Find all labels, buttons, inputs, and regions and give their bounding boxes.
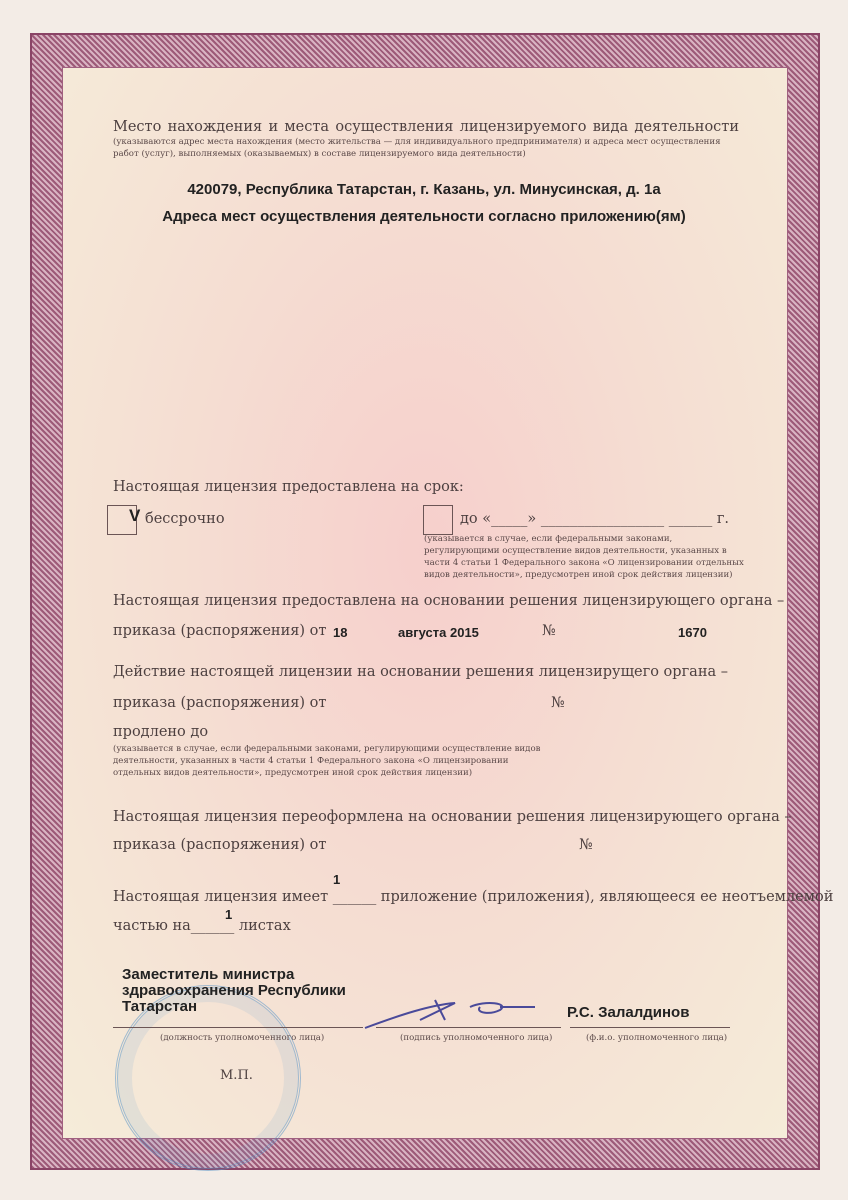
- appendix-line2: частью на______ листах: [113, 918, 291, 934]
- name-caption: (ф.и.о. уполномоченного лица): [586, 1033, 728, 1043]
- until-checkbox: [423, 505, 453, 535]
- location-heading: Место нахождения и места осуществления лицензируемого вида деятельности: [113, 119, 739, 135]
- appendix-line1: Настоящая лицензия имеет ______ приложение (приложения), являющееся ее неотъемлемой: [113, 889, 834, 905]
- seal-label: М.П.: [220, 1068, 253, 1083]
- name-line: [570, 1027, 730, 1028]
- signatory-position: Заместитель министра здравоохранения Республики Татарстан: [122, 966, 346, 1015]
- term-label: Настоящая лицензия предоставлена на срок:: [113, 479, 464, 495]
- extension-note: (указывается в случае, если федеральными законами, регулирующими осуществление видов деятельности, указанных в части 4 статьи 1 Федерального закона «О лицензировании отдельных видов деятельности», предусмотрен иной срок действия лицензии): [113, 744, 541, 778]
- basis-month-year: августа 2015: [398, 625, 479, 640]
- signature-caption: (подпись уполномоченного лица): [400, 1033, 553, 1043]
- basis-line1: Настоящая лицензия предоставлена на основании решения лицензирующего органа –: [113, 593, 785, 609]
- appendix-count: 1: [333, 872, 341, 887]
- extension-no-label: №: [551, 695, 565, 711]
- reissue-line2: приказа (распоряжения) от: [113, 837, 327, 853]
- basis-no-label: №: [542, 623, 556, 639]
- reissue-no-label: №: [579, 837, 593, 853]
- extension-line2: приказа (распоряжения) от: [113, 695, 327, 711]
- basis-number: 1670: [678, 625, 707, 640]
- handwritten-signature: [360, 995, 540, 1035]
- reissue-line1: Настоящая лицензия переоформлена на основании решения лицензирующего органа –: [113, 809, 792, 825]
- unlimited-label: бессрочно: [145, 511, 225, 527]
- address: 420079, Республика Татарстан, г. Казань, ул. Минусинская, д. 1а: [187, 181, 661, 198]
- signatory-name: Р.С. Залалдинов: [567, 1004, 690, 1021]
- basis-line2: приказа (распоряжения) от: [113, 623, 327, 639]
- until-label: до «_____» _________________ ______ г.: [460, 511, 730, 527]
- appendix-sheets: 1: [225, 907, 233, 922]
- basis-day: 18: [333, 625, 348, 640]
- position-caption: (должность уполномоченного лица): [160, 1033, 325, 1043]
- position-line: [113, 1027, 363, 1028]
- extension-line1: Действие настоящей лицензии на основании решения лицензирущего органа –: [113, 664, 728, 680]
- address-note: Адреса мест осуществления деятельности согласно приложению(ям): [162, 208, 686, 225]
- extended-until: продлено до: [113, 724, 209, 740]
- until-note: (указывается в случае, если федеральными законами, регулирующими осуществление видов деятельности, указанных в части 4 статьи 1 Федерального закона «О лицензировании отдельных видов деятельности», предусмотрен иной срок действия лицензии): [424, 534, 744, 580]
- location-note: (указываются адрес места нахождения (место жительства — для индивидуального предпринимателя) и адреса мест осуществления работ (услуг), выполняемых (оказываемых) в составе лицензируемого вида деятельности): [113, 137, 721, 159]
- check-mark: V: [129, 506, 141, 525]
